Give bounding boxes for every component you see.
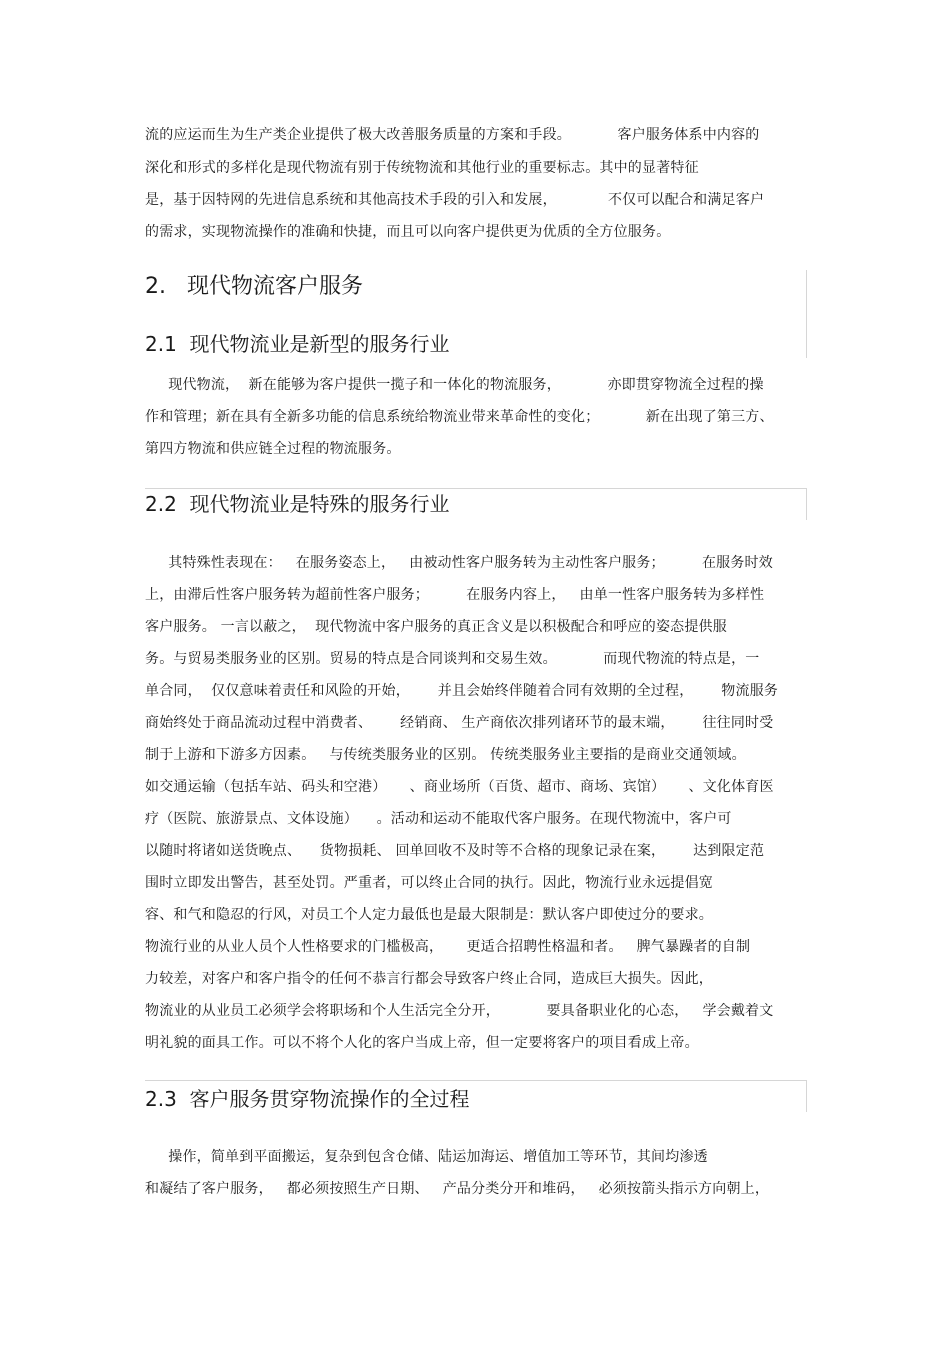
intro-line-3: 是，基于因特网的先进信息系统和其他高技术手段的引入和发展， 不仅可以配合和满足客户 <box>145 192 765 208</box>
section-2-2-line-4: 务。与贸易类服务业的区别。贸易的特点是合同谈判和交易生效。 而现代物流的特点是，一 <box>145 651 760 667</box>
section-2-3-frame-right <box>806 1080 807 1112</box>
section-2-3-line-2: 和凝结了客户服务， 都必须按照生产日期、 产品分类分开和堆码， 必须按箭头指示方向朝上， <box>145 1181 770 1197</box>
section-2-1-line-3: 第四方物流和供应链全过程的物流服务。 <box>145 441 401 457</box>
section-2-2-line-1: 其特殊性表现在： 在服务姿态上， 由被动性客户服务转为主动性客户服务； 在服务时效 <box>145 555 773 571</box>
section-2-2-line-14: 力较差，对客户和客户指令的任何不恭言行都会导致客户终止合同，造成巨大损失。因此， <box>145 971 713 987</box>
section-2-2-line-12: 容、和气和隐忍的行风，对员工个人定力最低也是最大限制是：默认客户即使过分的要求。 <box>145 907 713 923</box>
section-2-1-heading: 2.1 现代物流业是新型的服务行业 <box>145 332 450 356</box>
section-2-3-heading: 2.3 客户服务贯穿物流操作的全过程 <box>145 1087 470 1111</box>
section-2-2-line-16: 明礼貌的面具工作。可以不将个人化的客户当成上帝，但一定要将客户的项目看成上帝。 <box>145 1035 699 1051</box>
section-2-1-line-2: 作和管理；新在具有全新多功能的信息系统给物流业带来革命性的变化； 新在出现了第三方、 <box>145 409 774 425</box>
section-2-2-line-10: 以随时将诸如送货晚点、 货物损耗、 回单回收不及时等不合格的现象记录在案， 达到限定范 <box>145 843 765 859</box>
section-2-2-line-6: 商始终处于商品流动过程中消费者、 经销商、 生产商依次排列诸环节的最末端， 往往同时受 <box>145 715 774 731</box>
section-2-3-frame-top <box>145 1080 807 1081</box>
intro-line-1: 流的应运而生为生产类企业提供了极大改善服务质量的方案和手段。 客户服务体系中内容的 <box>145 127 760 143</box>
section-2-2-frame-right <box>806 488 807 520</box>
section-2-1-line-1: 现代物流， 新在能够为客户提供一揽子和一体化的物流服务， 亦即贯穿物流全过程的操 <box>145 377 764 393</box>
section-2-2-line-15: 物流业的从业员工必须学会将职场和个人生活完全分开， 要具备职业化的心态， 学会戴着文 <box>145 1003 774 1019</box>
section-2-2-line-8: 如交通运输（包括车站、码头和空港） 、商业场所（百货、超市、商场、宾馆） 、文化体育医 <box>145 779 774 795</box>
section-2-2-line-2: 上，由滞后性客户服务转为超前性客户服务； 在服务内容上， 由单一性客户服务转为多样性 <box>145 587 765 603</box>
section-2-2-line-5: 单合同， 仅仅意味着责任和风险的开始， 并且会始终伴随着合同有效期的全过程， 物流服务 <box>145 683 779 699</box>
intro-line-4: 的需求，实现物流操作的准确和快捷，而且可以向客户提供更为优质的全方位服务。 <box>145 224 671 240</box>
section-2-2-heading: 2.2 现代物流业是特殊的服务行业 <box>145 492 450 516</box>
section-2-2-frame-top <box>145 488 807 489</box>
section-2-2-line-3: 客户服务。 一言以蔽之， 现代物流中客户服务的真正含义是以积极配合和呼应的姿态提供服 <box>145 619 727 635</box>
section-2-2-line-7: 制于上游和下游多方因素。 与传统类服务业的区别。 传统类服务业主要指的是商业交通领域。 <box>145 747 746 763</box>
section-2-2-line-13: 物流行业的从业人员个人性格要求的门槛极高， 更适合招聘性格温和者。 脾气暴躁者的自制 <box>145 939 751 955</box>
section-2-3-line-1: 操作，简单到平面搬运，复杂到包含仓储、陆运加海运、增值加工等环节，其间均渗透 <box>145 1149 708 1165</box>
intro-line-2: 深化和形式的多样化是现代物流有别于传统物流和其他行业的重要标志。其中的显著特征 <box>145 160 699 176</box>
section-2-2-line-11: 围时立即发出警告，甚至处罚。严重者，可以终止合同的执行。因此，物流行业永远提倡宽 <box>145 875 713 891</box>
section-2-frame-right <box>806 270 807 358</box>
section-2-heading: 2. 现代物流客户服务 <box>145 274 363 299</box>
section-2-2-line-9: 疗（医院、旅游景点、文体设施） 。活动和运动不能取代客户服务。在现代物流中，客户可 <box>145 811 732 827</box>
